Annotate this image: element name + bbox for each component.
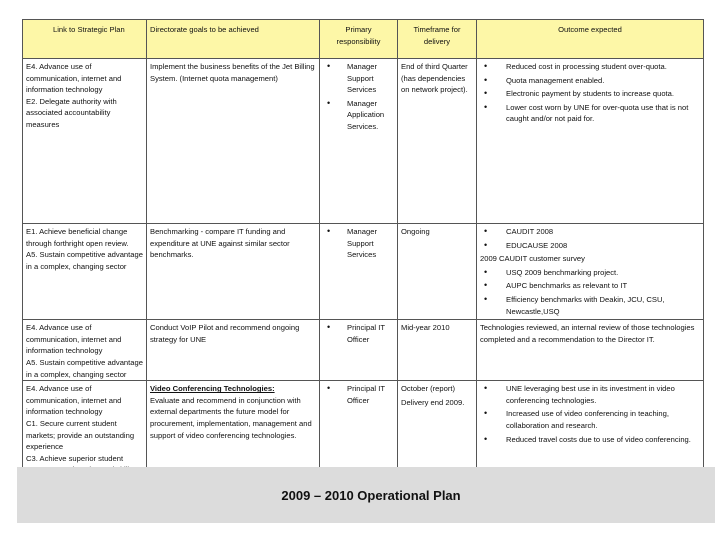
outcome-bullet: • Lower cost worn by UNE for over-quota use that is not caught and/or not paid for.: [480, 102, 700, 125]
cell-strategic-link: [23, 224, 147, 320]
outcome-bullet: • Efficiency benchmarks with Deakin, JCU, CSU, Newcastle,USQ: [480, 294, 700, 317]
table-row: [23, 59, 704, 224]
table-row: [23, 320, 704, 381]
table-header-row: [23, 20, 704, 59]
cell-directorate-goal: [147, 381, 320, 477]
outcome-bullet: • USQ 2009 benchmarking project.: [480, 267, 700, 279]
cell-outcome: [477, 320, 704, 381]
header-responsibility: Primary responsibility: [320, 20, 398, 59]
goal-title: Video Conferencing Technologies:: [150, 384, 275, 394]
cell-timeframe: [398, 320, 477, 381]
cell-strategic-link: [23, 381, 147, 477]
strategic-link-text: E4. Advance use of communication, internet and information technology: [26, 384, 122, 417]
cell-responsibility: [320, 224, 398, 320]
cell-outcome: [477, 381, 704, 477]
goal-text: Evaluate and recommend in conjunction with external departments the future model for procurement, implementation, management and support of video conferencing technologies.: [150, 395, 312, 440]
header-timeframe: Timeframe for delivery: [398, 20, 477, 59]
strategic-link-text: E4. Advance use of communication, internet and information technology: [26, 323, 122, 356]
operational-plan-table: [22, 19, 704, 477]
strategic-link-text: C1. Secure current student markets; provide an outstanding experience: [26, 418, 135, 452]
outcome-bullet: • Increased use of video conferencing in teaching, collaboration and research.: [480, 408, 700, 431]
responsibility-item: • Manager Support Services: [323, 226, 394, 261]
page-title: 2009 – 2010 Operational Plan: [281, 487, 461, 503]
goal-text: Implement the business benefits of the Jet Billing System. (Internet quota management): [150, 62, 315, 83]
outcome-bullet: • UNE leveraging best use in its investment in video conferencing technologies.: [480, 383, 700, 406]
cell-directorate-goal: [147, 59, 320, 224]
outcome-text: Technologies reviewed, an internal review of those technologies completed and a recommendation to the Director IT.: [480, 323, 695, 344]
cell-timeframe: [398, 381, 477, 477]
cell-strategic-link: [23, 59, 147, 224]
cell-strategic-link: [23, 320, 147, 381]
outcome-bullet: • Reduced cost in processing student over-quota.: [480, 61, 700, 73]
outcome-text: 2009 CAUDIT customer survey: [480, 254, 585, 264]
cell-directorate-goal: [147, 224, 320, 320]
timeframe-text: Mid-year 2010: [401, 323, 450, 333]
goal-text: Conduct VoIP Pilot and recommend ongoing strategy for UNE: [150, 323, 300, 344]
strategic-link-text: A5. Sustain competitive advantage in a complex, changing sector: [26, 357, 143, 379]
responsibility-item: • Principal IT Officer: [323, 322, 394, 345]
responsibility-item: • Principal IT Officer: [323, 383, 394, 406]
strategic-link-text: E2. Delegate authority with associated accountability measures: [26, 96, 117, 129]
cell-responsibility: [320, 381, 398, 477]
responsibility-item: • Manager Application Services.: [323, 98, 394, 133]
strategic-link-text: C3. Achieve superior student: [26, 453, 124, 463]
timeframe-text: Delivery end 2009.: [401, 397, 465, 407]
table-row: [23, 381, 704, 477]
outcome-bullet: • EDUCAUSE 2008: [480, 240, 700, 252]
table-row: [23, 224, 704, 320]
cell-directorate-goal: [147, 320, 320, 381]
cell-timeframe: [398, 59, 477, 224]
outcome-bullet: • Electronic payment by students to increase quota.: [480, 88, 700, 100]
cell-responsibility: [320, 320, 398, 381]
timeframe-text: October (report): [401, 384, 456, 394]
outcome-bullet: • Reduced travel costs due to use of video conferencing.: [480, 434, 700, 446]
timeframe-text: Ongoing: [401, 227, 430, 236]
header-outcome: Outcome expected: [477, 20, 704, 59]
outcome-bullet: • CAUDIT 2008: [480, 226, 700, 238]
strategic-link-text: A5. Sustain competitive advantage in a complex, changing sector: [26, 250, 143, 271]
operational-plan-document: [22, 19, 703, 477]
goal-text: Benchmarking - compare IT funding and expenditure at UNE against similar sector benchmarks.: [150, 227, 290, 260]
strategic-link-text: E1. Achieve beneficial change through forthright open review.: [26, 227, 129, 248]
cell-responsibility: [320, 59, 398, 224]
strategic-link-text: E4. Advance use of communication, internet and information technology: [26, 62, 122, 95]
timeframe-text: End of third Quarter (has dependencies on network project).: [401, 62, 468, 95]
cell-outcome: [477, 59, 704, 224]
outcome-bullet: • AUPC benchmarks as relevant to IT: [480, 280, 700, 292]
outcome-bullet: • Quota management enabled.: [480, 75, 700, 87]
header-goals: Directorate goals to be achieved: [147, 20, 320, 59]
header-link: Link to Strategic Plan: [23, 20, 147, 59]
cell-outcome: [477, 224, 704, 320]
footer-bar: [17, 467, 715, 523]
responsibility-item: • Manager Support Services: [323, 61, 394, 96]
cell-timeframe: [398, 224, 477, 320]
